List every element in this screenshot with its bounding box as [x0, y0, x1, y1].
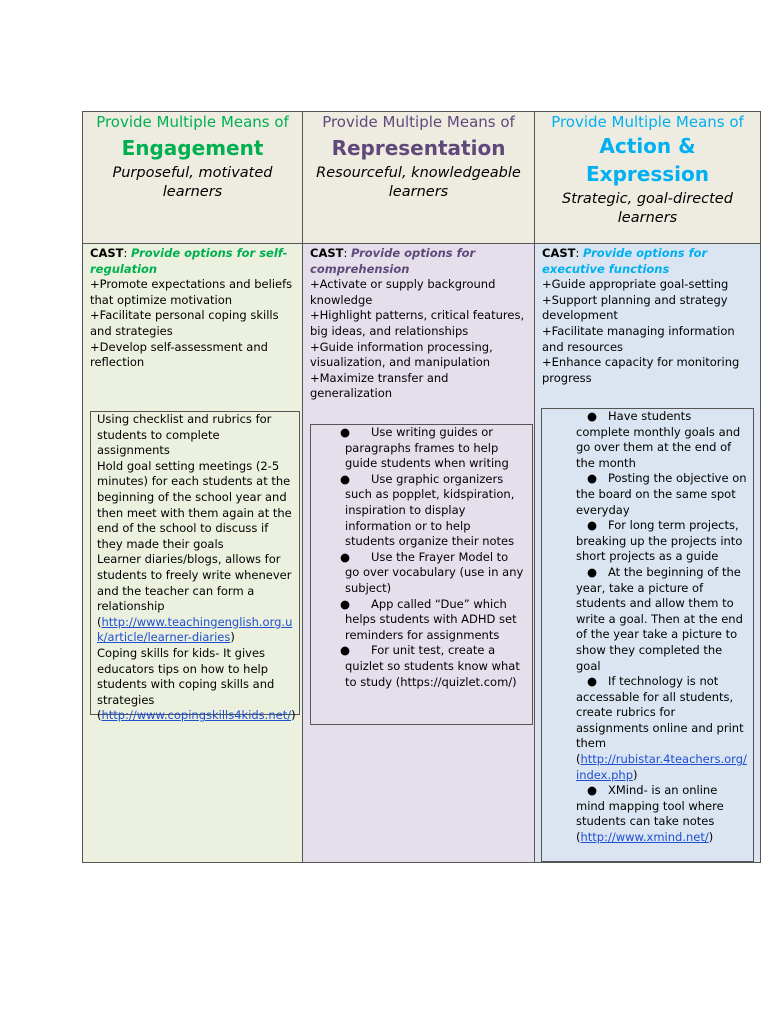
principle: +Promote expectations and beliefs that optimize motivation: [90, 277, 293, 307]
principle: +Facilitate personal coping skills and strategies: [90, 308, 279, 338]
strategy-item: ● If technology is not accessable for all students, create rubrics for assignments online and print them: [576, 674, 744, 751]
principle: +Guide information processing, visualization, and manipulation: [310, 339, 493, 370]
strategy-item: ● For unit test, create a quizlet so students know what to study (https://quizlet.com/): [345, 643, 524, 690]
strategy-item: Coping skills for kids- It gives educators tips on how to help students with coping skills and strategies: [97, 645, 275, 707]
action-expression-column: [535, 112, 760, 862]
action-expression-title: Action & Expression: [586, 134, 709, 186]
bullet-icon: ●: [586, 518, 598, 533]
representation-title: Representation: [331, 136, 506, 160]
engagement-column: [83, 112, 303, 862]
strategy-item: ● Use writing guides or paragraphs frames to help guide students when writing: [345, 425, 524, 472]
bullet-icon: ●: [339, 471, 351, 486]
engagement-strategies-box: Using checklist and rubrics for students to complete assignments Hold goal setting meetings (2-5 minutes) for each students at the beginning of the school year and then meet with them again at the end of the school to discuss if they made their goals Learner diaries/blogs, allows for students to freely write whenever and the teacher can form a relationship (http://www.teachingenglish.org.uk/article/learner-diaries) Coping skills for kids- It gives educators tips on how to help students with coping skills and strategies (http://www.copingskills4kids.net/): [90, 411, 300, 715]
coping-skills-link[interactable]: http://www.copingskills4kids.net/: [101, 708, 292, 723]
engagement-cast: CAST: Provide options for self-regulation +Promote expectations and beliefs that optimize motivation +Facilitate personal coping skills and strategies +Develop self-assessment and reflection: [90, 246, 298, 371]
rubistar-link[interactable]: http://rubistar.4teachers.org/index.php: [576, 752, 747, 782]
principle: +Develop self-assessment and reflection: [90, 339, 268, 370]
strategy-item: Using checklist and rubrics for students to complete assignments: [97, 412, 272, 458]
cast-label: CAST: [310, 246, 344, 260]
strategy-item: ● Use graphic organizers such as popplet, kidspiration, inspiration to display information or to help students organize their notes: [345, 472, 524, 550]
action-expression-strategies-box: ● Have students complete monthly goals and go over them at the end of the month ● Posting the objective on the board on the same spot everyday ● For long term projects, breaking up the projects into short projects as a guide ● At the beginning of the year, take a picture of students and allow them to write a goal. Then at the end of the year take a picture to show they completed the goal ● If technology is not accessable for all students, create rubrics for assignments online and print them (http://rubistar.4teachers.org/index.php) ● XMind- is an online mind mapping tool where students can take notes (http://www.xmind.net/): [541, 408, 754, 862]
strategy-item: ● Have students complete monthly goals and go over them at the end of the month: [576, 409, 741, 470]
bullet-icon: ●: [586, 674, 598, 689]
principle: +Maximize transfer and generalization: [310, 370, 449, 401]
action-expression-header: [535, 112, 760, 244]
representation-strategies-box: [310, 424, 533, 725]
principle: +Support planning and strategy development: [542, 292, 728, 323]
engagement-title: Engagement: [121, 136, 264, 160]
engagement-header: [83, 112, 302, 244]
bullet-icon: ●: [586, 783, 598, 798]
principle: +Enhance capacity for monitoring progress: [542, 355, 740, 385]
bullet-icon: ●: [586, 564, 598, 579]
representation-cast: CAST: Provide options for comprehension +Activate or supply background knowledge +Highlight patterns, critical features, big ideas, and relationships +Guide information processing, visualization, and manipulation +Maximize transfer and generalization: [310, 246, 530, 402]
cast-label: CAST: [90, 246, 124, 260]
strategy-item: ● XMind- is an online mind mapping tool where students can take notes: [576, 783, 724, 829]
strategy-item: ● At the beginning of the year, take a picture of students and allow them to write a goal. Then at the end of the year take a picture to show they completed the goal: [576, 564, 743, 673]
cast-label: CAST: [542, 246, 576, 260]
bullet-icon: ●: [339, 643, 351, 658]
representation-prefix: Provide Multiple Means of: [322, 113, 515, 131]
action-expression-subtitle: Strategic, goal-directed learners: [562, 191, 733, 226]
action-expression-cast: CAST: Provide options for executive functions +Guide appropriate goal-setting +Support planning and strategy development +Facilitate managing information and resources +Enhance capacity for monitoring progress: [542, 246, 756, 386]
engagement-prefix: Provide Multiple Means of: [96, 113, 289, 131]
bullet-icon: ●: [586, 409, 598, 423]
representation-subtitle: Resourceful, knowledgeable learners: [316, 165, 521, 200]
bullet-icon: ●: [586, 471, 598, 486]
strategy-item: Learner diaries/blogs, allows for students to freely write whenever and the teacher can form a relationship: [97, 552, 292, 614]
principle: +Facilitate managing information and resources: [542, 323, 735, 354]
strategy-item: Hold goal setting meetings (2-5 minutes) for each students at the beginning of the school year and then meet with them again at the end of the school to discuss if they made their goals: [97, 458, 292, 551]
strategy-item: ● Posting the objective on the board on the same spot everyday: [576, 471, 747, 517]
learner-diaries-link[interactable]: http://www.teachingenglish.org.uk/article/learner-diaries: [97, 614, 293, 645]
cast-heading: Provide options for executive functions: [542, 246, 708, 276]
strategy-item: ● Use the Frayer Model to go over vocabulary (use in any subject): [345, 550, 524, 597]
principle: +Activate or supply background knowledge: [310, 277, 496, 307]
cast-heading: Provide options for self-regulation: [90, 246, 288, 276]
bullet-icon: ●: [339, 596, 351, 611]
cast-heading: Provide options for comprehension: [310, 246, 476, 276]
strategy-item: ● App called “Due” which helps students with ADHD set reminders for assignments: [345, 597, 524, 644]
udl-table: [82, 111, 761, 863]
engagement-subtitle: Purposeful, motivated learners: [112, 165, 273, 200]
action-expression-prefix: Provide Multiple Means of: [551, 113, 744, 131]
bullet-icon: ●: [339, 425, 351, 439]
bullet-icon: ●: [339, 549, 351, 564]
principle: +Highlight patterns, critical features, big ideas, and relationships: [310, 308, 525, 338]
strategy-item: ● For long term projects, breaking up the projects into short projects as a guide: [576, 518, 743, 564]
xmind-link[interactable]: http://www.xmind.net/: [580, 830, 709, 845]
representation-header: [303, 112, 534, 244]
representation-column: [303, 112, 535, 862]
principle: +Guide appropriate goal-setting: [542, 277, 729, 292]
